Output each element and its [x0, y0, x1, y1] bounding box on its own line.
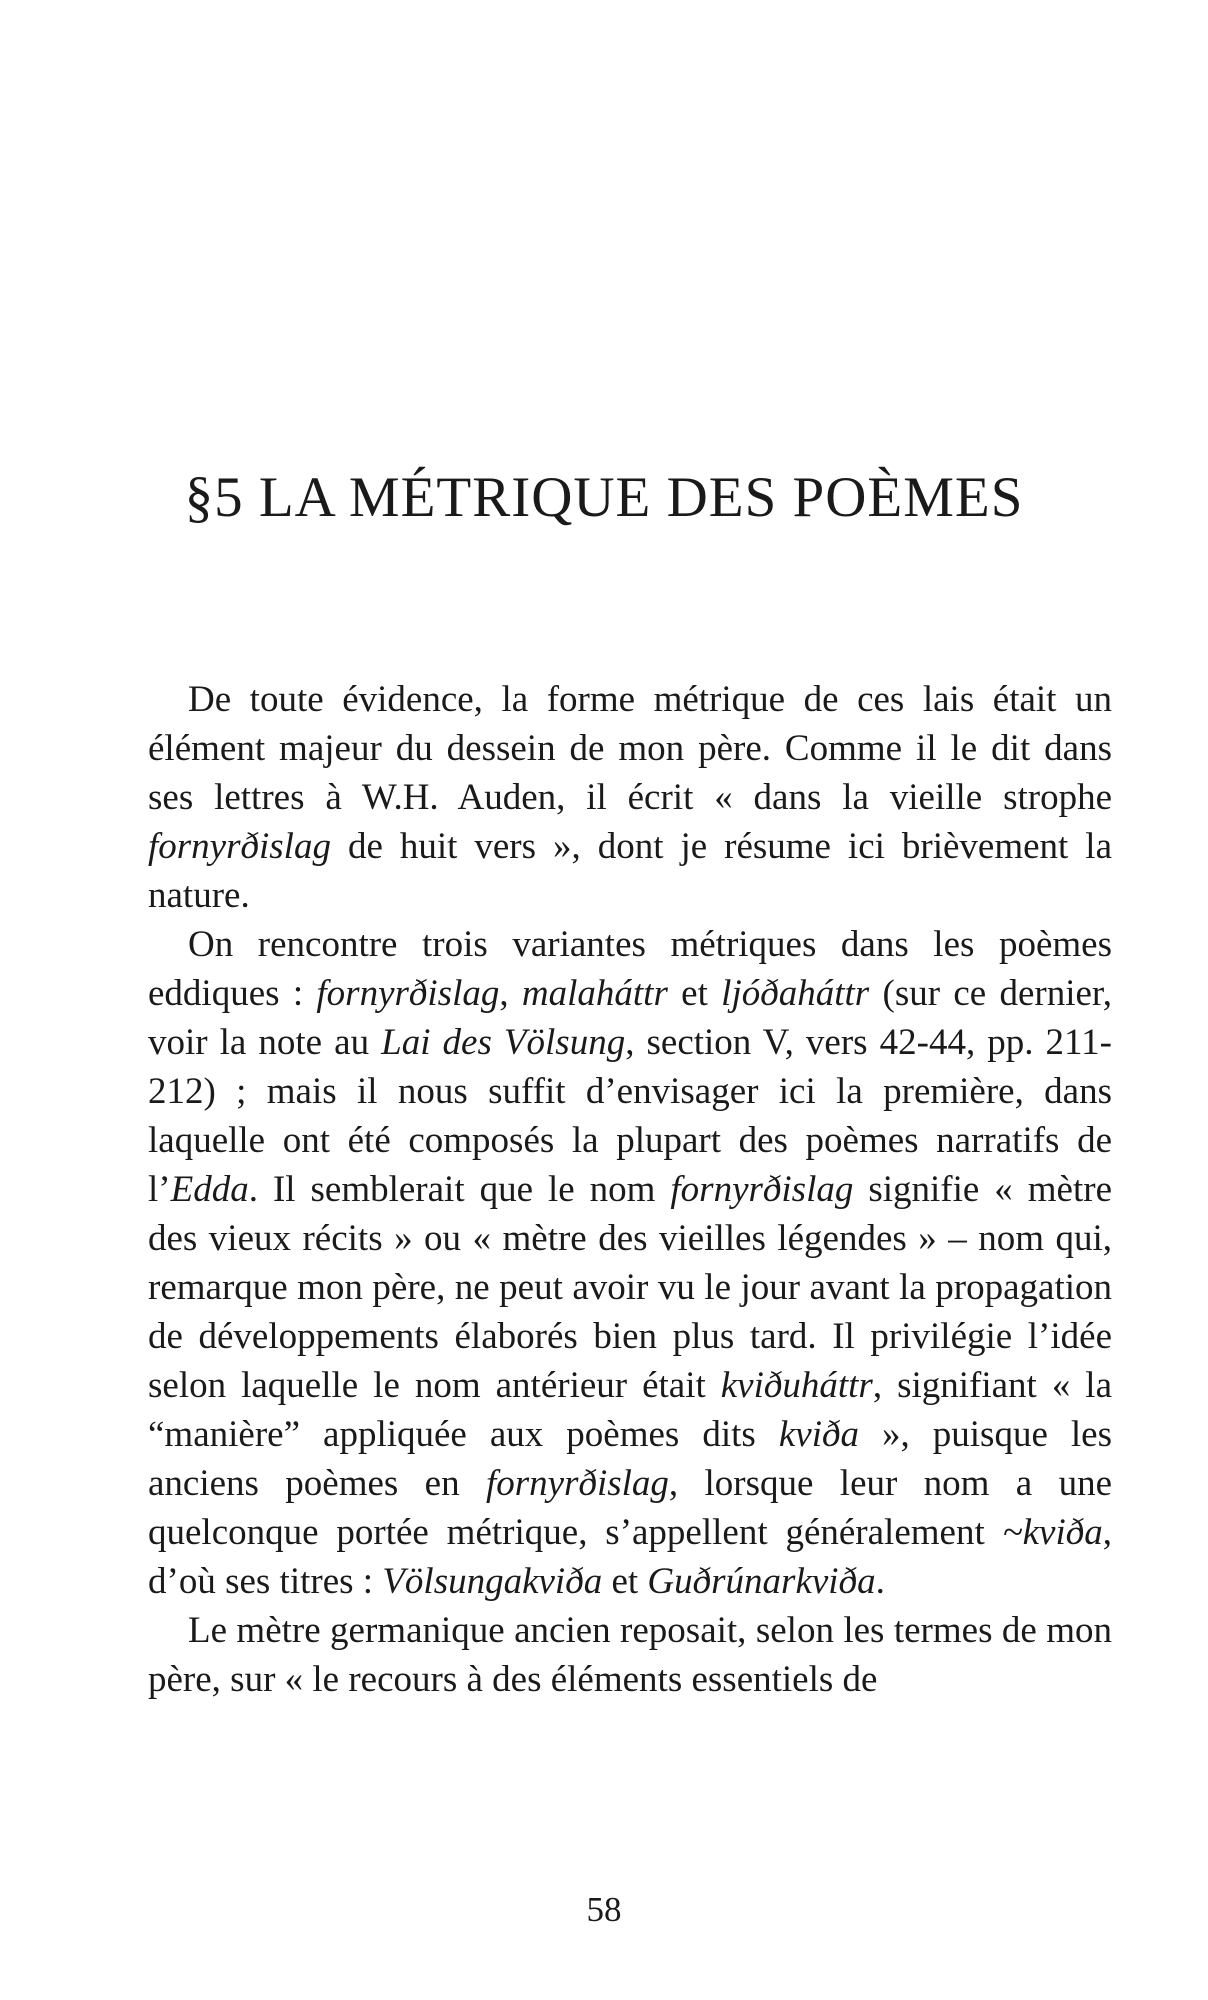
text-run: , section V, vers 42-44, pp. 211-212) ; mais il nous suffit d’envisager ici la première, dans laquelle ont été composés la plupart des poèmes narratifs de l’ [148, 1022, 1112, 1210]
text-run: (sur ce dernier, voir la note au [148, 973, 1113, 1063]
italic-term: Edda [170, 1169, 249, 1210]
text-run: , [499, 973, 522, 1014]
italic-term: fornyrðislag [148, 826, 331, 867]
text-run: et [602, 1561, 648, 1602]
italic-term: ~kviða [1002, 1512, 1103, 1553]
text-run: . [875, 1561, 885, 1602]
text-run: De toute évidence, la forme métrique de ces lais était un élément majeur du dessein de mon père. Comme il le dit dans ses lettres à W.H. Auden, il écrit « dans la vieille strophe [148, 679, 1112, 818]
italic-term: ljóðaháttr [721, 973, 870, 1014]
section-heading: §5 LA MÉTRIQUE DES POÈMES [184, 466, 1024, 529]
text-run: On rencontre trois variantes métriques dans les poèmes eddiques : [148, 924, 1112, 1014]
paragraph [148, 920, 1112, 1606]
text-run: , lorsque leur nom a une quelconque portée métrique, s’appellent généralement [148, 1463, 1112, 1553]
text-run: », puisque les anciens poèmes en [148, 1414, 1112, 1504]
italic-term: Lai des Völsung [381, 1022, 626, 1063]
italic-term: Guðrúnarkviða [647, 1561, 876, 1602]
text-run: , signifiant « la “manière” appliquée aux poèmes dits [148, 1365, 1113, 1455]
text-run: , d’où ses titres : [148, 1512, 1112, 1602]
text-run: et [667, 973, 722, 1014]
italic-term: fornyrðislag [316, 973, 500, 1014]
text-run: Le mètre germanique ancien reposait, selon les termes de mon père, sur « le recours à des éléments essentiels de [148, 1610, 1112, 1700]
italic-term: kviðuháttr [720, 1365, 873, 1406]
text-run: . Il semblerait que le nom [248, 1169, 671, 1210]
body-text [148, 675, 1112, 1704]
italic-term: fornyrðislag [485, 1463, 669, 1504]
italic-term: Völsungakviða [382, 1561, 603, 1602]
italic-term: kviða [778, 1414, 859, 1455]
text-run: signifie « mètre des vieux récits » ou « mètre des vieilles légendes » – nom qui, remarque mon père, ne peut avoir vu le jour avant la propagation de développements élaborés bien plus tard. Il privilégie l’idée selon laquelle le nom antérieur était [148, 1169, 1112, 1406]
italic-term: fornyrðislag [670, 1169, 854, 1210]
paragraph [148, 675, 1112, 920]
italic-term: malaháttr [521, 973, 668, 1014]
text-run: de huit vers », dont je résume ici brièvement la nature. [148, 826, 1112, 916]
paragraph [148, 1606, 1112, 1704]
page-number: 58 [586, 1890, 622, 1929]
